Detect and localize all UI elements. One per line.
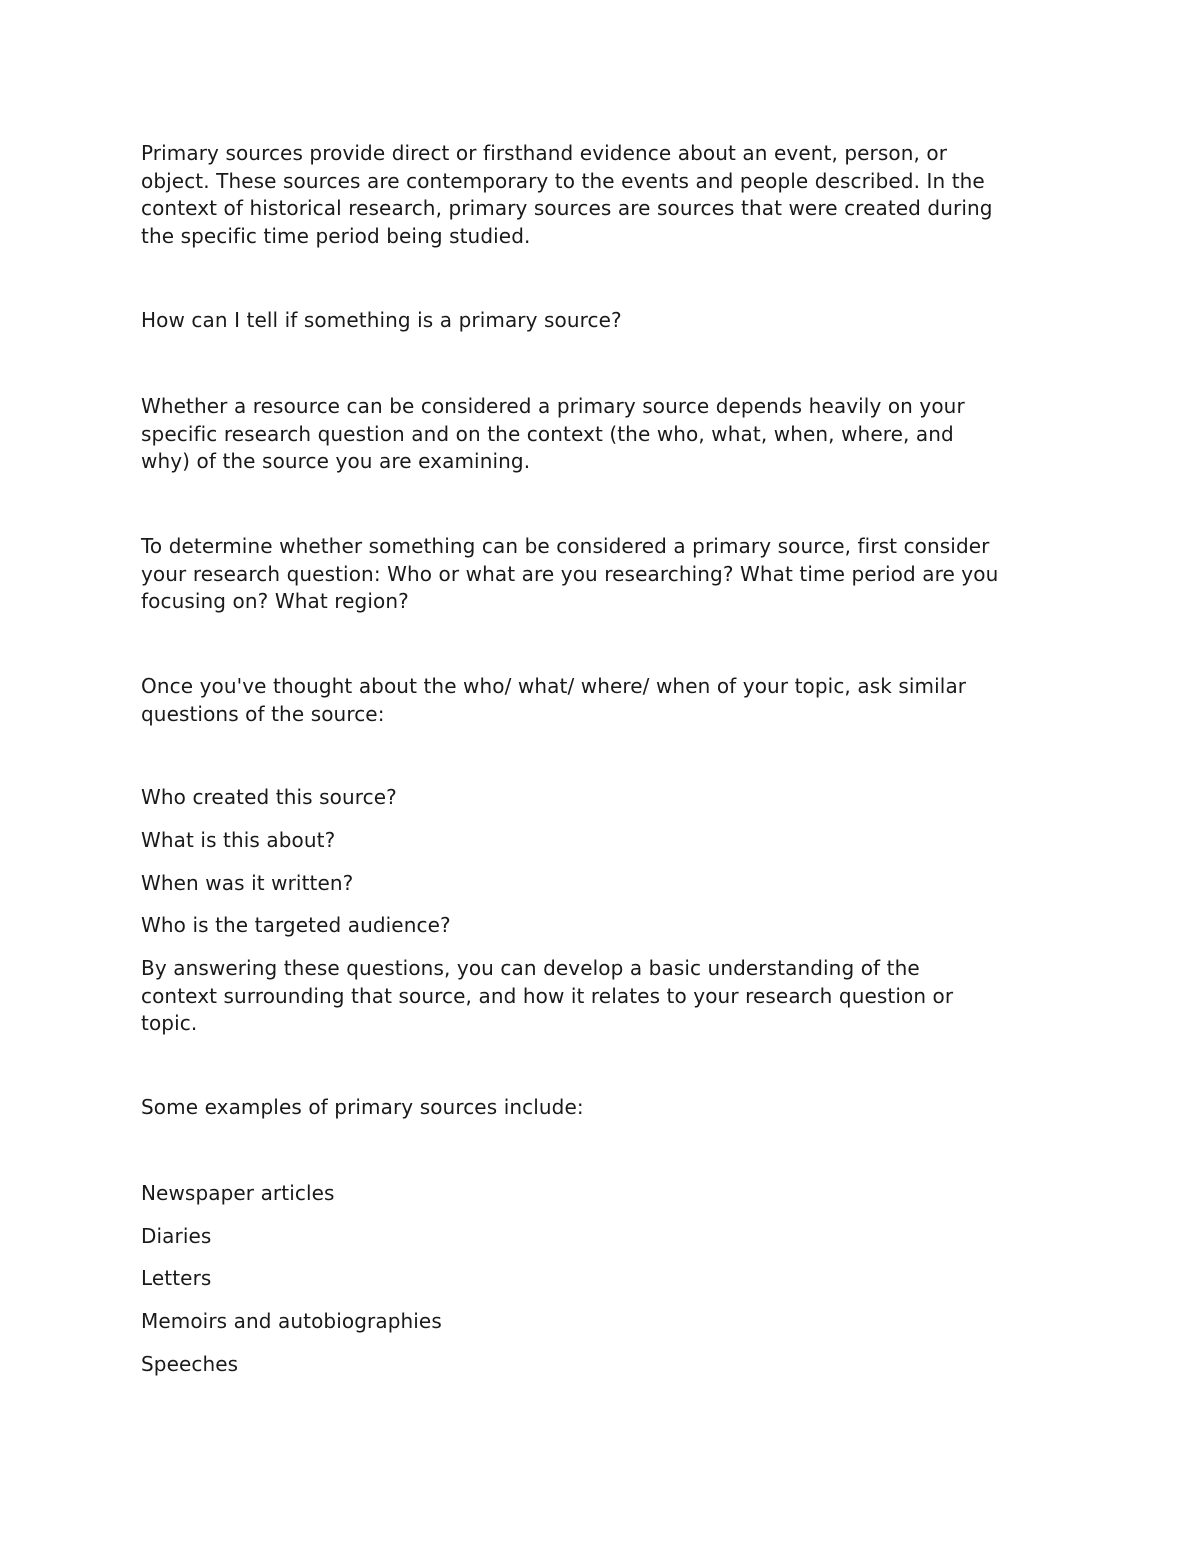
answering-paragraph <box>141 955 1071 1038</box>
question-heading <box>141 307 1071 335</box>
text-line: Whether a resource can be considered a primary source depends heavily on your <box>141 394 965 418</box>
text-line: When was it written? <box>141 871 354 895</box>
question-item <box>141 827 1071 855</box>
text-line: Who created this source? <box>141 785 397 809</box>
text-line: How can I tell if something is a primary source? <box>141 308 622 332</box>
question-item <box>141 870 1071 898</box>
text-line: context of historical research, primary sources are sources that were created during <box>141 196 993 220</box>
text-line: questions of the source: <box>141 701 385 726</box>
text-line: why) of the source you are examining. <box>141 449 531 473</box>
text-line: Memoirs and autobiographies <box>141 1309 442 1333</box>
text-line: To determine whether something can be considered a primary source, first consider <box>141 534 990 558</box>
text-line: object. These sources are contemporary to the events and people described. In the <box>141 168 985 193</box>
text-line: topic. <box>141 1011 198 1035</box>
question-item <box>141 784 1071 812</box>
text-line: Speeches <box>141 1352 239 1376</box>
text-line: Who is the targeted audience? <box>141 913 451 937</box>
text-line: Primary sources provide direct or firsthand evidence about an event, person, or <box>141 141 948 165</box>
text-line: context surrounding that source, and how it relates to your research question or <box>141 983 954 1008</box>
text-line: your research question: Who or what are you researching? What time period are you <box>141 561 999 586</box>
whether-paragraph <box>141 393 1071 476</box>
text-line: focusing on? What region? <box>141 589 409 613</box>
intro-paragraph <box>141 140 1071 250</box>
examples-heading <box>141 1094 1071 1122</box>
example-item <box>141 1223 1071 1251</box>
example-item <box>141 1180 1071 1208</box>
example-item <box>141 1265 1071 1293</box>
text-line: What is this about? <box>141 828 336 852</box>
text-line: Diaries <box>141 1224 212 1248</box>
determine-paragraph <box>141 533 1071 616</box>
text-line: By answering these questions, you can develop a basic understanding of the <box>141 956 920 980</box>
text-line: Letters <box>141 1266 212 1290</box>
example-item <box>141 1308 1071 1336</box>
question-item <box>141 912 1071 940</box>
example-item <box>141 1351 1071 1379</box>
text-line: the specific time period being studied. <box>141 223 531 248</box>
once-paragraph <box>141 673 1071 728</box>
text-line: Newspaper articles <box>141 1181 335 1205</box>
text-line: Once you've thought about the who/ what/ where/ when of your topic, ask similar <box>141 674 967 698</box>
text-line: specific research question and on the context (the who, what, when, where, and <box>141 421 954 446</box>
text-line: Some examples of primary sources include: <box>141 1095 584 1119</box>
